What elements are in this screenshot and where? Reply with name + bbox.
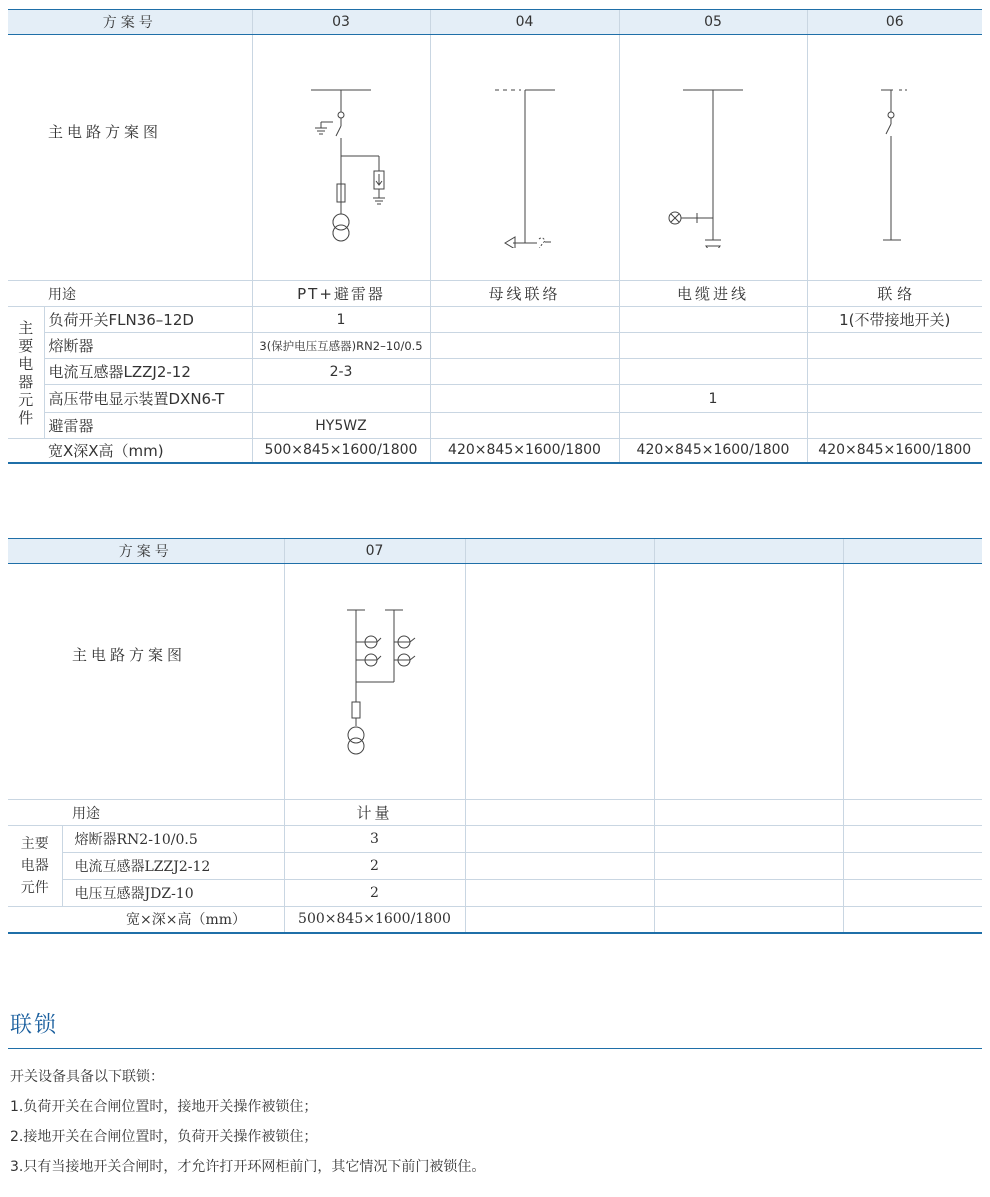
row-name: 避雷器: [44, 413, 252, 439]
empty-cell: [465, 800, 654, 826]
row-name: 电流互感器LZZJ2-12: [44, 359, 252, 385]
header-scheme-no: 方案号: [8, 10, 252, 35]
empty-cell: [654, 564, 843, 800]
empty-cell: [465, 907, 654, 933]
row-name: 电压互感器JDZ-10: [62, 880, 284, 907]
side-char: 元: [18, 390, 34, 409]
table-cell: HY5WZ: [252, 413, 430, 439]
cable-incoming-circuit-diagram: [653, 68, 773, 248]
metering-circuit-diagram: [315, 592, 435, 772]
table-cell: 1: [619, 385, 807, 413]
main-components-side-label: [8, 307, 44, 439]
header-empty: [843, 539, 982, 564]
section-divider: [8, 1048, 982, 1049]
empty-cell: [654, 800, 843, 826]
table-cell: 3: [284, 826, 465, 853]
row-name: 高压带电显示装置DXN6-T: [44, 385, 252, 413]
table-cell: [430, 333, 619, 359]
empty-cell: [465, 826, 654, 853]
empty-cell: [843, 826, 982, 853]
side-text: 电器: [20, 858, 49, 874]
tie-circuit-diagram: [835, 68, 955, 248]
empty-cell: [654, 826, 843, 853]
empty-cell: [465, 564, 654, 800]
interlock-title: 联锁: [10, 1013, 59, 1038]
diagram-03: [252, 35, 430, 281]
header-empty: [654, 539, 843, 564]
scheme-table-2: [8, 538, 982, 934]
header-07: 07: [284, 539, 465, 564]
table-cell: [619, 413, 807, 439]
empty-cell: [843, 800, 982, 826]
row-name: 负荷开关FLN36–12D: [44, 307, 252, 333]
diagram-04: [430, 35, 619, 281]
usage-04: 母线联络: [430, 281, 619, 307]
header-05: 05: [619, 10, 807, 35]
table-cell: 2: [284, 880, 465, 907]
table-cell: 420×845×1600/1800: [619, 439, 807, 463]
table-cell: [619, 359, 807, 385]
table-cell: 3(保护电压互感器)RN2–10/0.5: [252, 333, 430, 359]
table-cell: 500×845×1600/1800: [284, 907, 465, 933]
diagram-06: [807, 35, 982, 281]
table-cell: 500×845×1600/1800: [252, 439, 430, 463]
table-cell: [252, 385, 430, 413]
table-cell: [619, 333, 807, 359]
dimension-label: 宽X深X高（mm): [44, 439, 252, 463]
table-cell: [619, 307, 807, 333]
diagram-label: 主电路方案图: [72, 646, 187, 664]
row-name: 熔断器RN2-10/0.5: [62, 826, 284, 853]
empty-cell: [843, 564, 982, 800]
table-cell: [430, 385, 619, 413]
usage-label: 用途: [8, 800, 284, 826]
empty-cell: [843, 907, 982, 933]
table-cell: 420×845×1600/1800: [807, 439, 982, 463]
side-char: 电: [18, 354, 34, 373]
table-cell: [430, 359, 619, 385]
side-char: 件: [18, 408, 34, 427]
empty-cell: [465, 880, 654, 907]
row-name: 电流互感器LZZJ2-12: [62, 853, 284, 880]
side-text: 元件: [20, 880, 49, 896]
table-cell: [807, 385, 982, 413]
usage-05: 电缆进线: [619, 281, 807, 307]
empty-cell: [843, 880, 982, 907]
interlock-item-3: 3.只有当接地开关合闸时，才允许打开环网柜前门，其它情况下前门被锁住。: [10, 1159, 486, 1175]
interlock-item-1: 1.负荷开关在合闸位置时，接地开关操作被锁住；: [10, 1099, 318, 1115]
usage-label: 用途: [8, 281, 252, 307]
bus-tie-circuit-diagram: [465, 68, 585, 248]
usage-06: 联 络: [807, 281, 982, 307]
header-empty: [465, 539, 654, 564]
table-cell: [807, 333, 982, 359]
header-06: 06: [807, 10, 982, 35]
interlock-item-2: 2.接地开关在合闸位置时，负荷开关操作被锁住；: [10, 1129, 318, 1145]
empty-cell: [654, 880, 843, 907]
table-cell: 1(不带接地开关): [807, 307, 982, 333]
side-char: 器: [18, 372, 34, 391]
main-components-side-label: [8, 826, 62, 907]
diagram-07: [284, 564, 465, 800]
table-cell: [807, 413, 982, 439]
table-cell: 2-3: [252, 359, 430, 385]
dimension-label: 宽×深×高（mm）: [62, 907, 284, 933]
scheme-table-1: [8, 9, 982, 464]
table-cell: 420×845×1600/1800: [430, 439, 619, 463]
empty-cell: [843, 853, 982, 880]
table-cell: [430, 413, 619, 439]
table-cell: 2: [284, 853, 465, 880]
diagram-label: 主电路方案图: [48, 123, 163, 141]
empty-cell: [654, 907, 843, 933]
table-cell: 1: [252, 307, 430, 333]
diagram-05: [619, 35, 807, 281]
side-char: 主: [18, 318, 34, 337]
header-04: 04: [430, 10, 619, 35]
usage-07: 计量: [284, 800, 465, 826]
empty-cell: [465, 853, 654, 880]
side-text: 主要: [20, 836, 49, 852]
header-03: 03: [252, 10, 430, 35]
interlock-intro: 开关设备具备以下联锁：: [10, 1069, 164, 1085]
usage-03: PT+避雷器: [252, 281, 430, 307]
table-cell: [430, 307, 619, 333]
side-char: 要: [18, 336, 34, 355]
pt-arrester-circuit-diagram: [281, 68, 401, 248]
header-scheme-no: 方案号: [8, 539, 284, 564]
empty-cell: [654, 853, 843, 880]
row-name: 熔断器: [44, 333, 252, 359]
table-cell: [807, 359, 982, 385]
